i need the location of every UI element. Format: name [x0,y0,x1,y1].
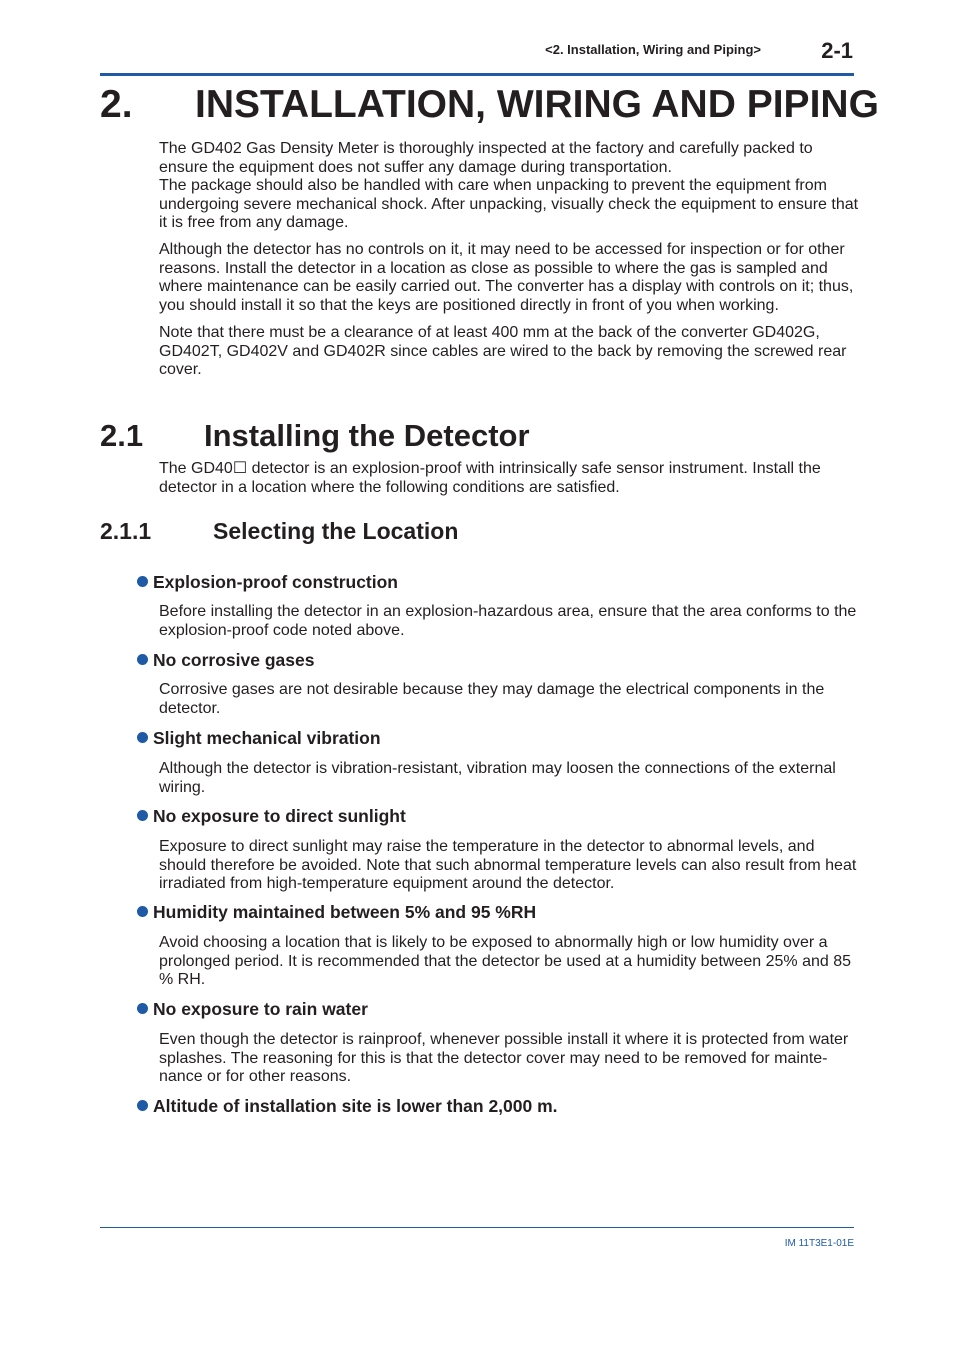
condition-text: Corrosive gases are not desirable because they may damage the electrical components in the detector. [159,681,825,717]
chapter-heading [100,82,879,128]
bullet-dot-icon [137,576,148,587]
chapter-paragraph: The GD402 Gas Density Meter is thoroughly inspected at the factory and carefully packed to ensure the equipment does not suffer any damage during transportation. [159,140,813,176]
header-rule [100,73,854,76]
page-number: 2-1 [821,38,853,63]
bullet-dot-icon [137,1003,148,1014]
condition-heading: No exposure to direct sunlight [137,805,406,827]
condition-heading: Humidity maintained between 5% and 95 %RH [137,901,536,923]
condition-heading: No exposure to rain water [137,998,368,1020]
condition-heading: No corrosive gases [137,649,314,671]
document-number: IM 11T3E1-01E [784,1238,854,1249]
footer-rule [100,1227,854,1228]
bullet-dot-icon [137,654,148,665]
bullet-dot-icon [137,732,148,743]
condition-text: Although the detector is vibration-resistant, vibration may loosen the connections of the external wiring. [159,760,836,796]
condition-text: Avoid choosing a location that is likely to be exposed to abnormally high or low humidity over a prolonged period. It is recommended that the detector be used at a humidity between 25% and 85 % RH. [159,934,851,988]
condition-text: Even though the detector is rainproof, whenever possible install it where it is protected from water splashes. The reasoning for this is that the detector cover may need to be removed for mainte-nance or for other reasons. [159,1031,849,1085]
chapter-paragraph: Note that there must be a clearance of at least 400 mm at the back of the converter GD402G, GD402T, GD402V and GD402R since cables are wired to the back by removing the screwed rear cover. [159,324,847,378]
section-title: Installing the Detector [204,418,530,453]
chapter-intro-block [159,140,859,233]
section-number: 2.1 [100,418,144,453]
chapter-number: 2. [100,83,133,126]
condition-text: Exposure to direct sunlight may raise the temperature in the detector to abnormal levels, and should therefore be avoided. Note that such abnormal temperature levels can also result from heat irradiated from high-temperature equipment around the detector. [159,838,857,892]
running-header-section: <2. Installation, Wiring and Piping> [545,42,761,57]
bullet-dot-icon [137,1100,148,1111]
condition-heading: Explosion-proof construction [137,571,398,593]
subsection-number: 2.1.1 [100,518,152,544]
condition-heading: Slight mechanical vibration [137,727,381,749]
subsection-heading [100,516,458,546]
running-header [0,38,853,63]
section-heading [100,417,530,455]
condition-heading: Altitude of installation site is lower than 2,000 m. [137,1095,558,1117]
section-intro: The GD40☐ detector is an explosion-proof with intrinsically safe sensor instrument. Install the detector in a location where the following conditions are satisfied. [159,460,821,496]
condition-text: Before installing the detector in an explosion-hazardous area, ensure that the area conforms to the explosion-proof code noted above. [159,603,857,639]
chapter-paragraph: The package should also be handled with care when unpacking to prevent the equipment from undergoing severe mechanical shock. After unpacking, visually check the equipment to ensure that it is free from any damage. [159,177,859,231]
chapter-paragraph: Although the detector has no controls on it, it may need to be accessed for inspection or for other reasons. Install the detector in a location as close as possible to where the gas is sampled and where maintenance can be easily carried out. The converter has a display with controls on it; thus, you should install it so that the keys are positioned directly in front of you when working. [159,241,854,314]
bullet-dot-icon [137,810,148,821]
chapter-title: INSTALLATION, WIRING AND PIPING [195,83,879,126]
bullet-dot-icon [137,906,148,917]
subsection-title: Selecting the Location [213,518,459,544]
